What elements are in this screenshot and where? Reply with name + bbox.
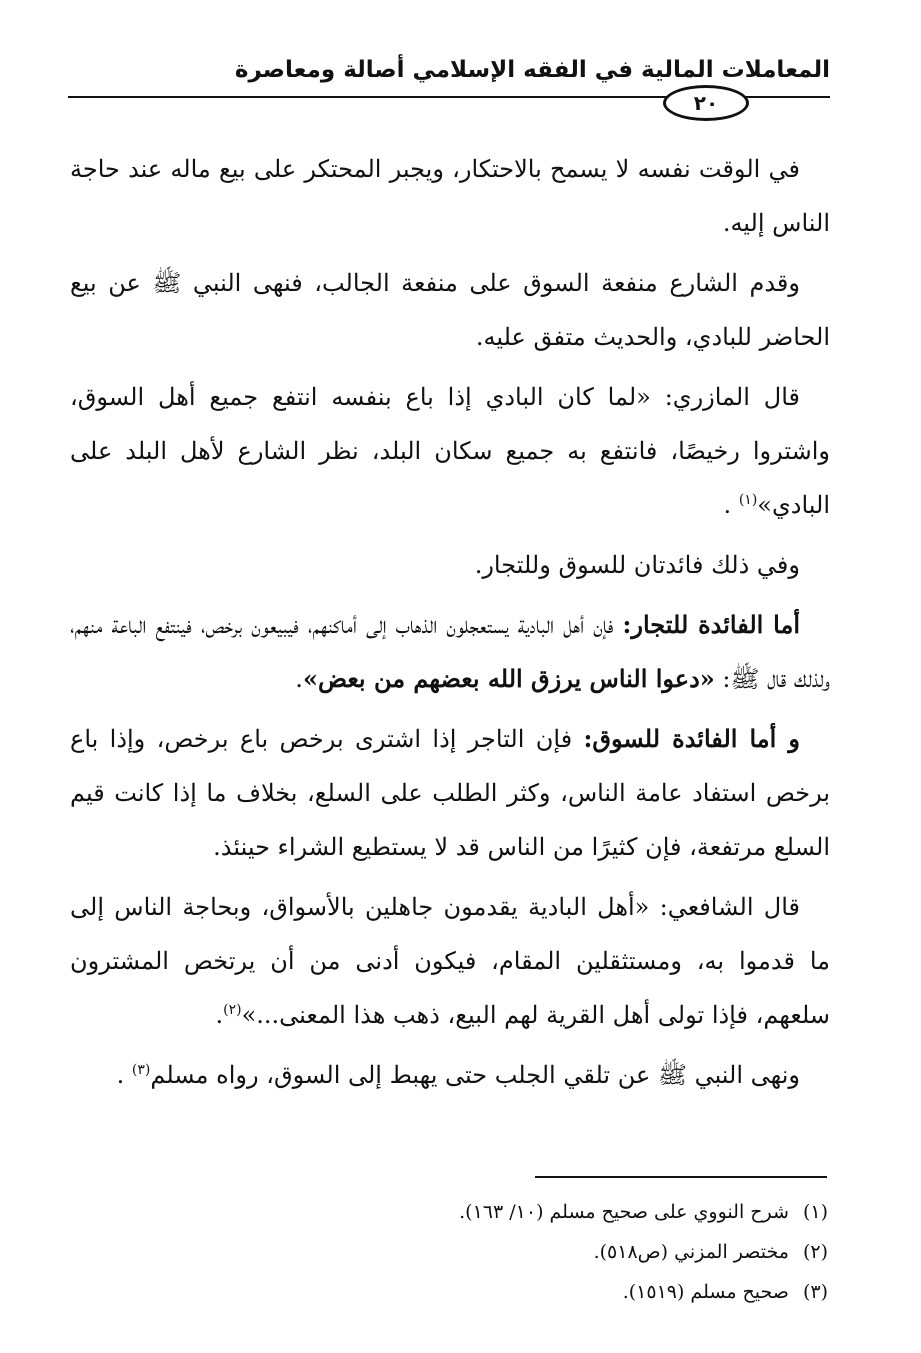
page-number-badge: ٢٠: [663, 85, 749, 121]
running-title: المعاملات المالية في الفقه الإسلامي أصالة ومعاصرة: [234, 57, 830, 83]
footnote-text: شرح النووي على صحيح مسلم (١٠/ ١٦٣).: [459, 1201, 789, 1223]
paragraph-market-benefit: [70, 256, 830, 364]
paragraph-lead: أما الفائدة للتجار:: [622, 610, 800, 639]
paragraph-end: .: [723, 491, 732, 519]
footnote-number: (٣): [802, 1281, 828, 1303]
paragraph-lead: و أما الفائدة للسوق:: [583, 724, 800, 753]
hadith-quote: «دعوا الناس يرزق الله بعضهم من بعض»: [302, 664, 715, 693]
footnote-item: [70, 1192, 828, 1232]
paragraph-end: .: [215, 1001, 224, 1029]
paragraph-text: فإن التاجر إذا اشترى برخص باع برخص، وإذا باع برخص استفاد عامة الناس، وكثر الطلب على السلع، بخلاف ما إذا كانت قيم السلع مرتفعة، فإن كثيرًا من الناس قد لا يستطيع الشراء حينئذ.: [70, 725, 830, 861]
paragraph-talaqqi: [70, 1048, 830, 1102]
footnotes: [70, 1192, 828, 1312]
main-text: [70, 142, 830, 1108]
paragraph-monopoly: [70, 142, 830, 250]
paragraph-text: قال المازري: «لما كان البادي إذا باع بنفسه انتفع جميع أهل السوق، واشتروا رخيصًا، فانتفع به جميع سكان البلد، نظر الشارع لأهل البلد على البادي»: [70, 383, 830, 519]
paragraph-shafii-quote: [70, 880, 830, 1042]
footnote-number: (١): [802, 1201, 828, 1223]
footnote-number: (٢): [802, 1241, 828, 1263]
paragraph-mazari-quote: [70, 370, 830, 532]
paragraph-text: وقدم الشارع منفعة السوق على منفعة الجالب، فنهى النبي ﷺ عن بيع الحاضر للبادي، والحديث متفق عليه.: [70, 269, 830, 351]
paragraph-text: وفي ذلك فائدتان للسوق وللتجار.: [474, 551, 800, 579]
paragraph-end: .: [116, 1061, 125, 1089]
footnote-item: [70, 1232, 828, 1272]
footnote-text: صحيح مسلم (١٥١٩).: [622, 1281, 789, 1303]
footnote-item: [70, 1272, 828, 1312]
paragraph-text: قال الشافعي: «أهل البادية يقدمون جاهلين بالأسواق، وبحاجة الناس إلى ما قدموا به، ومستثقلين المقام، فيكون أدنى من أن يرتخص المشترون سلعهم، فإذا تولى أهل القرية لهم البيع، ذهب هذا المعنى...»: [70, 893, 830, 1029]
paragraph-two-benefits: [70, 538, 830, 592]
paragraph-market-benefit-detail: [70, 712, 830, 874]
paragraph-end: .: [295, 665, 303, 693]
footnote-rule: [535, 1176, 827, 1178]
footnote-text: مختصر المزني (ص٥١٨).: [593, 1241, 789, 1263]
paragraph-merchants-benefit: [70, 598, 830, 706]
paragraph-text: فإن أهل البادية يستعجلون الذهاب إلى أماكنهم، فيبيعون برخص، فينتفع الباعة منهم، ولذلك قال ﷺ:: [70, 611, 830, 693]
paragraph-text: ونهى النبي ﷺ عن تلقي الجلب حتى يهبط إلى السوق، رواه مسلم: [150, 1061, 800, 1089]
paragraph-text: في الوقت نفسه لا يسمح بالاحتكار، ويجبر المحتكر على بيع ماله عند حاجة الناس إليه.: [70, 155, 830, 237]
footnote-ref-3[interactable]: (٣): [131, 1062, 151, 1078]
footnote-ref-1[interactable]: (١): [738, 492, 758, 508]
footnote-ref-2[interactable]: (٢): [223, 1002, 242, 1018]
